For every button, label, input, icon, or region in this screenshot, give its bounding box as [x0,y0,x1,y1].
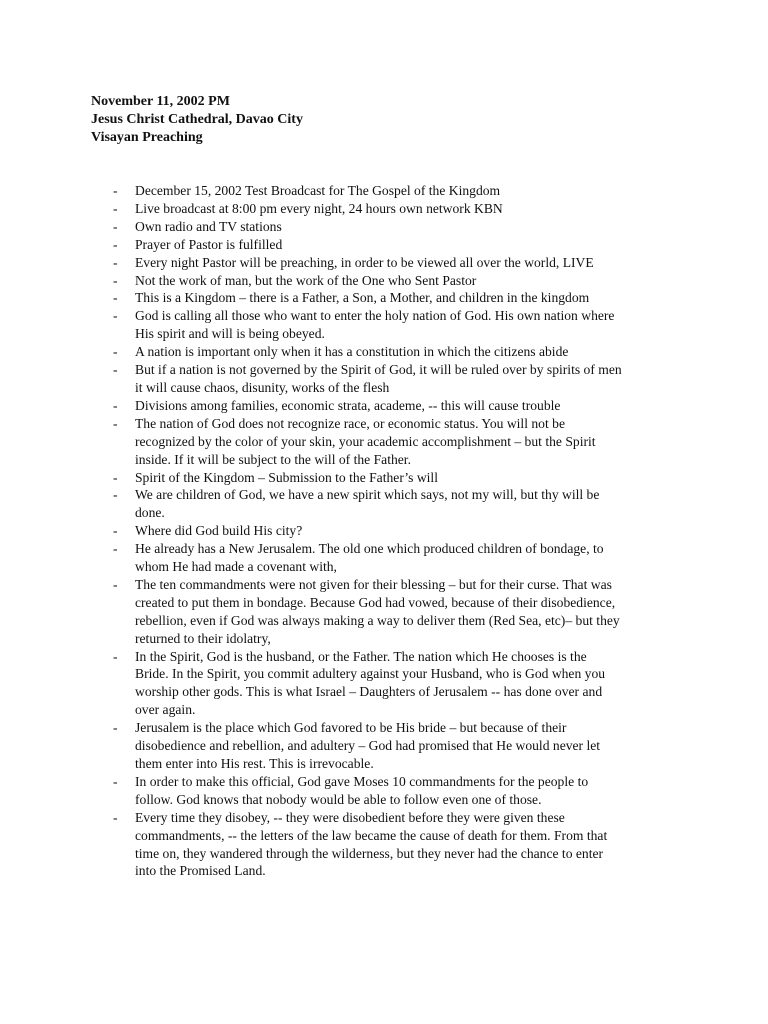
bullet-dash: - [113,773,118,789]
list-item [0,576,655,648]
list-item-text-line: In the Spirit, God is the husband, or the Father. The nation which He chooses is the [135,648,587,664]
list-item-text-line: Where did God build His city? [135,523,303,539]
list-item [0,469,655,487]
list-item-text-line: The nation of God does not recognize race, or economic status. You will not be [135,415,565,431]
bullet-dash: - [113,720,118,736]
bullet-dash: - [113,344,118,360]
list-item-text-line: returned to their idolatry, [135,630,271,646]
list-item-text-line: The ten commandments were not given for their blessing – but for their curse. That was [135,576,612,592]
list-item-text-line: God is calling all those who want to enter the holy nation of God. His own nation where [135,308,615,324]
sermon-location: Jesus Christ Cathedral, Davao City [91,112,303,127]
bullet-dash: - [113,809,118,825]
list-item [0,486,655,522]
list-item [0,254,655,272]
list-item-text-line: whom He had made a covenant with, [135,559,337,575]
list-item-text-line: His spirit and will is being obeyed. [135,326,325,342]
list-item-text-line: it will cause chaos, disunity, works of the flesh [135,379,390,395]
list-item-text-line: worship other gods. This is what Israel – Daughters of Jerusalem -- has done over and [135,684,603,700]
list-item [0,361,655,397]
list-item [0,272,655,290]
list-item-text-line: Own radio and TV stations [135,218,282,234]
list-item-text-line: inside. If it will be subject to the will of the Father. [135,451,411,467]
document-header [91,93,303,147]
bullet-dash: - [113,469,118,485]
list-item [0,719,655,773]
bullet-dash: - [113,415,118,431]
list-item-text-line: Every night Pastor will be preaching, in order to be viewed all over the world, LIVE [135,254,594,270]
list-item [0,200,655,218]
bullet-dash: - [113,183,118,198]
list-item-text-line: disobedience and rebellion, and adultery – God had promised that He would never let [135,738,601,754]
list-item [0,522,655,540]
list-item-text-line: Jerusalem is the place which God favored to be His bride – but because of their [135,720,567,736]
list-item [0,182,655,200]
bullet-dash: - [113,397,118,413]
list-item-text-line: done. [135,505,165,521]
bullet-dash: - [113,487,118,503]
bullet-dash: - [113,218,118,234]
list-item-text-line: created to put them in bondage. Because God had vowed, because of their disobedience, [135,594,616,610]
bullet-dash: - [113,362,118,378]
bullet-dash: - [113,236,118,252]
list-item-text-line: them enter into His rest. This is irrevocable. [135,756,374,771]
list-item-text-line: In order to make this official, God gave Moses 10 commandments for the people to [135,773,589,789]
sermon-title: Visayan Preaching [91,130,203,145]
list-item-text-line: follow. God knows that nobody would be able to follow even one of those. [135,791,542,807]
list-item-text-line: This is a Kingdom – there is a Father, a Son, a Mother, and children in the kingdom [135,290,590,306]
bullet-dash: - [113,254,118,270]
list-item-text-line: into the Promised Land. [135,863,266,879]
list-item [0,307,655,343]
list-item-text-line: commandments, -- the letters of the law became the cause of death for them. From that [135,827,608,843]
list-item-text-line: Every time they disobey, -- they were disobedient before they were given these [135,809,565,825]
list-item-text-line: rebellion, even if God was always making a way to deliver them (Red Sea, etc)– but they [135,612,620,628]
list-item-text-line: Prayer of Pastor is fulfilled [135,236,283,252]
list-item-text-line: We are children of God, we have a new spirit which says, not my will, but thy will be [135,487,600,503]
list-item [0,773,655,809]
list-item-text-line: Spirit of the Kingdom – Submission to the Father’s will [135,469,438,485]
bullet-dash: - [113,576,118,592]
list-item [0,343,655,361]
list-item [0,540,655,576]
list-item-text-line: He already has a New Jerusalem. The old one which produced children of bondage, to [135,541,604,557]
list-item-text-line: Live broadcast at 8:00 pm every night, 24 hours own network KBN [135,200,503,216]
list-item-text-line: Bride. In the Spirit, you commit adultery against your Husband, who is God when you [135,666,606,682]
list-item [0,809,655,881]
list-item-text-line: Not the work of man, but the work of the One who Sent Pastor [135,272,477,288]
list-item-text-line: time on, they wandered through the wilderness, but they never had the chance to enter [135,845,604,861]
sermon-date: November 11, 2002 PM [91,94,230,109]
list-item-text-line: But if a nation is not governed by the Spirit of God, it will be ruled over by spirits of men [135,362,622,378]
list-item-text-line: Divisions among families, economic strata, academe, -- this will cause trouble [135,397,561,413]
list-item-text-line: December 15, 2002 Test Broadcast for The Gospel of the Kingdom [135,183,501,198]
list-item-text-line: over again. [135,702,196,718]
sermon-notes-list [0,182,768,880]
bullet-dash: - [113,272,118,288]
bullet-dash: - [113,200,118,216]
bullet-dash: - [113,290,118,306]
list-item [0,218,655,236]
bullet-dash: - [113,541,118,557]
bullet-dash: - [113,648,118,664]
list-item [0,289,655,307]
bullet-dash: - [113,308,118,324]
list-item [0,397,655,415]
list-item [0,415,655,469]
list-item [0,648,655,720]
list-item [0,236,655,254]
bullet-dash: - [113,523,118,539]
list-item-text-line: A nation is important only when it has a constitution in which the citizens abide [135,344,569,360]
list-item-text-line: recognized by the color of your skin, your academic accomplishment – but the Spirit [135,433,596,449]
